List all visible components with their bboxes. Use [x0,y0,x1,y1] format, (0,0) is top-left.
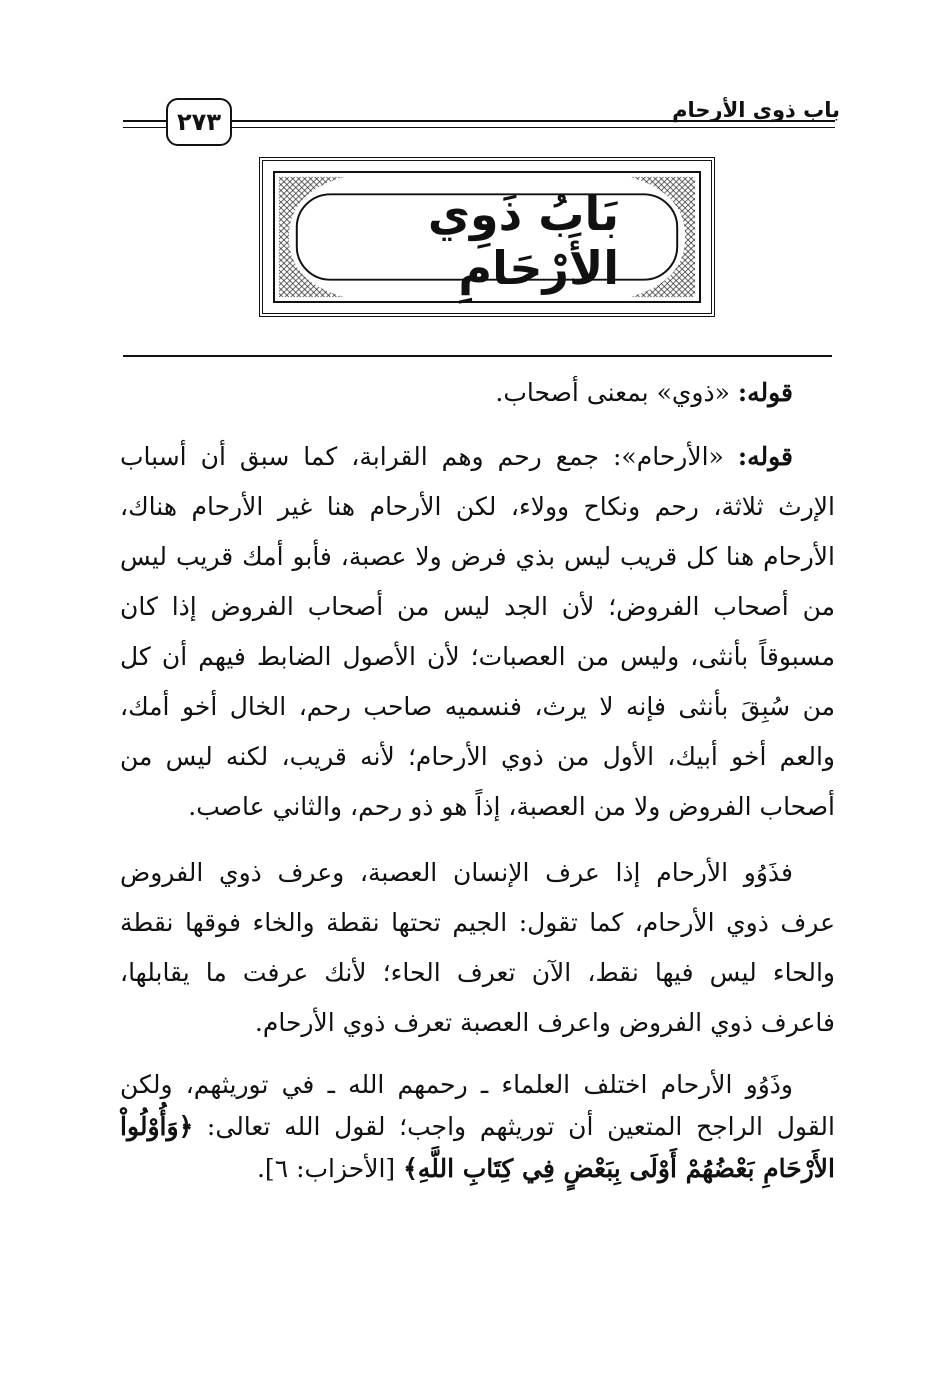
header-rule-right-top [230,120,835,122]
paragraph [120,368,835,418]
paragraph [120,432,835,832]
chapter-title: بَابُ ذَوِي الأَرْحَامِ [427,187,619,295]
paragraph-text: «الأرحام»: جمع رحم وهم القرابة، كما سبق أن أسباب الإرث ثلاثة، رحم ونكاح وولاء، لكن الأرحام هنا غير الأرحام هناك، الأرحام هنا كل قريب ليس بذي فرض ولا عصبة، فأبو أمك قريب ليس من أصحاب الفروض؛ لأن الجد ليس من أصحاب الفروض إذا كان مسبوقاً بأنثى، وليس من العصبات؛ لأن الأصول الضابط فيهم أن كل من سُبِقَ بأنثى فإنه لا يرث، فنسميه صاحب رحم، الخال أخو أمك، والعم أخو أبيك، الأول من ذوي الأرحام؛ لأنه قريب، لكنه ليس من أصحاب الفروض ولا من العصبة، إذاً هو ذو رحم، والثاني عاصب. [120,442,835,821]
chapter-title-inner-frame [273,171,701,303]
paragraph-text: فذَوُو الأرحام إذا عرف الإنسان العصبة، وعرف ذوي الفروض عرف ذوي الأرحام، كما تقول: الجيم تحتها نقطة والخاء فوقها نقطة والحاء ليس فيها نقط، الآن تعرف الحاء؛ لأنك عرفت ما يقابلها، فاعرف ذوي الفروض واعرف العصبة تعرف ذوي الأرحام. [120,858,835,1037]
header-rule-left-bottom [123,127,166,128]
body-text [120,368,835,1206]
running-head: باب ذوي الأرحام [672,98,840,122]
chapter-title-frame [259,157,715,317]
header-rule-right-bottom [230,127,835,128]
header-rule-left-top [123,120,166,122]
verse-citation: [الأحزاب: ٦]. [256,1154,404,1183]
page-number: ٢٧٣ [166,98,232,146]
paragraph-lead: قوله: [737,378,793,407]
paragraph-text: «ذوي» بمعنى أصحاب. [495,378,738,407]
paragraph [120,848,835,1048]
paragraph-text: وذَوُو الأرحام اختلف العلماء ـ رحمهم الله ـ في توريثهم، ولكن القول الراجح المتعين أن توريثهم واجب؛ لقول الله تعالى: [120,1070,835,1141]
paragraph-lead: قوله: [737,442,793,471]
quran-verse: ﴿وَأُوْلُواْ الأَرْحَامِ بَعْضُهُمْ أَوْلَى بِبَعْضٍ فِي كِتَابِ اللَّهِ﴾ [120,1112,835,1183]
section-divider [123,355,832,357]
paragraph [120,1064,835,1190]
